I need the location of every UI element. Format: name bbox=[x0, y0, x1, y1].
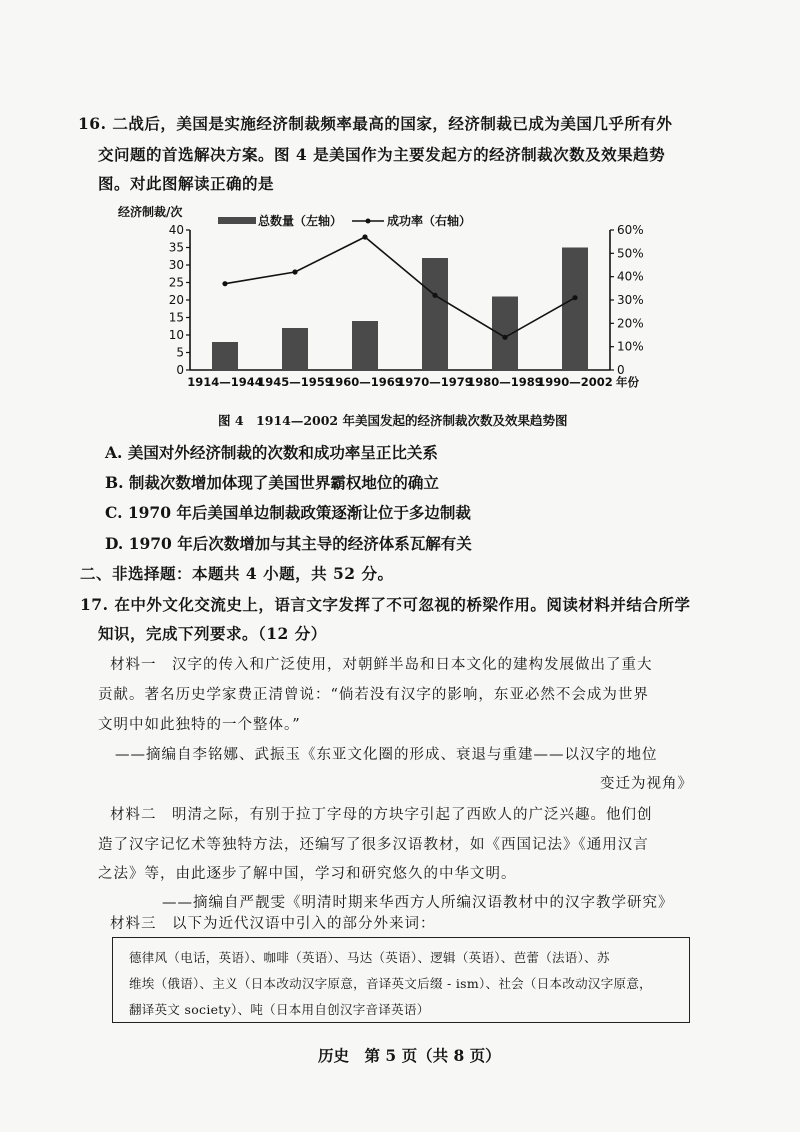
bar-2 bbox=[282, 328, 308, 370]
x-tick-label: 1960—1969 bbox=[327, 375, 403, 389]
material-1-line-3: 文明中如此独特的一个整体。” bbox=[98, 717, 301, 733]
x-tick-label: 1980—1989 bbox=[467, 375, 543, 389]
bar-3 bbox=[352, 321, 378, 370]
sanctions-chart bbox=[100, 200, 720, 400]
left-tick-label: 20 bbox=[168, 293, 184, 307]
legend-line-marker bbox=[366, 219, 371, 224]
material-2-source: ——摘编自严靓雯《明清时期来华西方人所编汉语教材中的汉字教学研究》 bbox=[162, 895, 674, 911]
x-axis-title: 年份 bbox=[616, 375, 639, 389]
left-tick-label: 10 bbox=[168, 328, 184, 342]
left-tick-label: 5 bbox=[176, 345, 184, 360]
option-d[interactable]: D. 1970 年后次数增加与其主导的经济体系瓦解有关 bbox=[105, 534, 472, 553]
right-tick-label: 10% bbox=[617, 339, 644, 354]
right-tick-label: 0 bbox=[617, 363, 625, 377]
q16-line-2: 交问题的首选解决方案。图 4 是美国作为主要发起方的经济制裁次数及效果趋势 bbox=[98, 145, 666, 164]
success-rate-point-5 bbox=[502, 335, 507, 340]
material-1-source-1: ——摘编自李铭娜、武振玉《东亚文化圈的形成、衰退与重建——以汉字的地位 bbox=[115, 747, 658, 763]
right-tick-label: 50% bbox=[617, 246, 644, 261]
success-rate-point-1 bbox=[222, 281, 227, 286]
q17-line-2: 知识，完成下列要求。（12 分） bbox=[98, 624, 327, 643]
success-rate-line bbox=[225, 237, 575, 337]
section-heading: 二、非选择题：本题共 4 小题，共 52 分。 bbox=[80, 564, 394, 583]
bar-6 bbox=[562, 248, 588, 371]
loanword-line-2: 维埃（俄语）、主义（日本改动汉字原意，音译英文后缀 - ism）、社会（日本改动汉字原意， bbox=[129, 976, 652, 991]
left-tick-label: 15 bbox=[168, 310, 184, 325]
bar-1 bbox=[212, 342, 238, 370]
material-2-line-1: 材料二 明清之际，有别于拉丁字母的方块字引起了西欧人的广泛兴趣。他们创 bbox=[110, 807, 653, 823]
material-1-source-2: 变迁为视角》 bbox=[600, 776, 693, 792]
option-a[interactable]: A. 美国对外经济制裁的次数和成功率呈正比关系 bbox=[105, 443, 438, 462]
right-tick-label: 20% bbox=[617, 316, 644, 331]
q17-line-1: 17. 在中外文化交流史上，语言文字发挥了不可忽视的桥梁作用。阅读材料并结合所学 bbox=[80, 595, 691, 614]
success-rate-point-6 bbox=[572, 295, 577, 300]
x-tick-label: 1914—1944 bbox=[187, 375, 263, 389]
option-b[interactable]: B. 制裁次数增加体现了美国世界霸权地位的确立 bbox=[105, 473, 439, 492]
material-2-line-2: 造了汉字记忆术等独特方法，还编写了很多汉语教材，如《西国记法》《通用汉言 bbox=[98, 837, 649, 853]
left-tick-label: 30 bbox=[168, 258, 184, 272]
loanword-line-1: 德律风（电话，英语）、咖啡（英语）、马达（英语）、逻辑（英语）、芭蕾（法语）、苏 bbox=[129, 950, 610, 965]
legend-bar-swatch bbox=[218, 217, 256, 224]
right-tick-label: 40% bbox=[617, 269, 644, 284]
left-tick-label: 0 bbox=[176, 363, 184, 377]
q16-line-1: 16. 二战后，美国是实施经济制裁频率最高的国家，经济制裁已成为美国几乎所有外 bbox=[78, 114, 673, 133]
option-c[interactable]: C. 1970 年后美国单边制裁政策逐渐让位于多边制裁 bbox=[105, 503, 471, 522]
loanword-line-3: 翻译英文 society）、吨（日本用自创汉字音译英语） bbox=[129, 1002, 430, 1017]
bar-5 bbox=[492, 297, 518, 371]
material-3-intro: 材料三 以下为近代汉语中引入的部分外来词： bbox=[110, 916, 436, 932]
success-rate-point-4 bbox=[432, 293, 437, 298]
bar-4 bbox=[422, 258, 448, 370]
loanword-box bbox=[112, 937, 690, 1023]
left-tick-label: 25 bbox=[168, 275, 184, 290]
legend-line-label: 成功率（右轴） bbox=[387, 214, 472, 228]
success-rate-point-3 bbox=[362, 234, 367, 239]
x-tick-label: 1990—2002 bbox=[537, 375, 613, 389]
x-tick-label: 1945—1959 bbox=[257, 375, 333, 389]
q16-line-3: 图。对此图解读正确的是 bbox=[98, 174, 275, 193]
page-footer: 历史 第 5 页（共 8 页） bbox=[318, 1046, 501, 1065]
left-axis-title: 经济制裁/次 bbox=[118, 205, 183, 219]
success-rate-point-2 bbox=[292, 269, 297, 274]
material-2-line-3: 之法》等，由此逐步了解中国，学习和研究悠久的中华文明。 bbox=[98, 866, 517, 882]
left-tick-label: 40 bbox=[168, 223, 184, 237]
left-tick-label: 35 bbox=[168, 240, 184, 255]
material-1-line-2: 贡献。著名历史学家费正清曾说：“倘若没有汉字的影响，东亚必然不会成为世界 bbox=[98, 687, 649, 703]
right-tick-label: 30% bbox=[617, 293, 644, 307]
x-tick-label: 1970—1979 bbox=[397, 375, 473, 389]
chart-caption: 图 4 1914—2002 年美国发起的经济制裁次数及效果趋势图 bbox=[218, 413, 568, 428]
legend-bar-label: 总数量（左轴） bbox=[258, 214, 343, 228]
right-tick-label: 60% bbox=[617, 223, 644, 237]
material-1-line-1: 材料一 汉字的传入和广泛使用，对朝鲜半岛和日本文化的建构发展做出了重大 bbox=[110, 657, 653, 673]
